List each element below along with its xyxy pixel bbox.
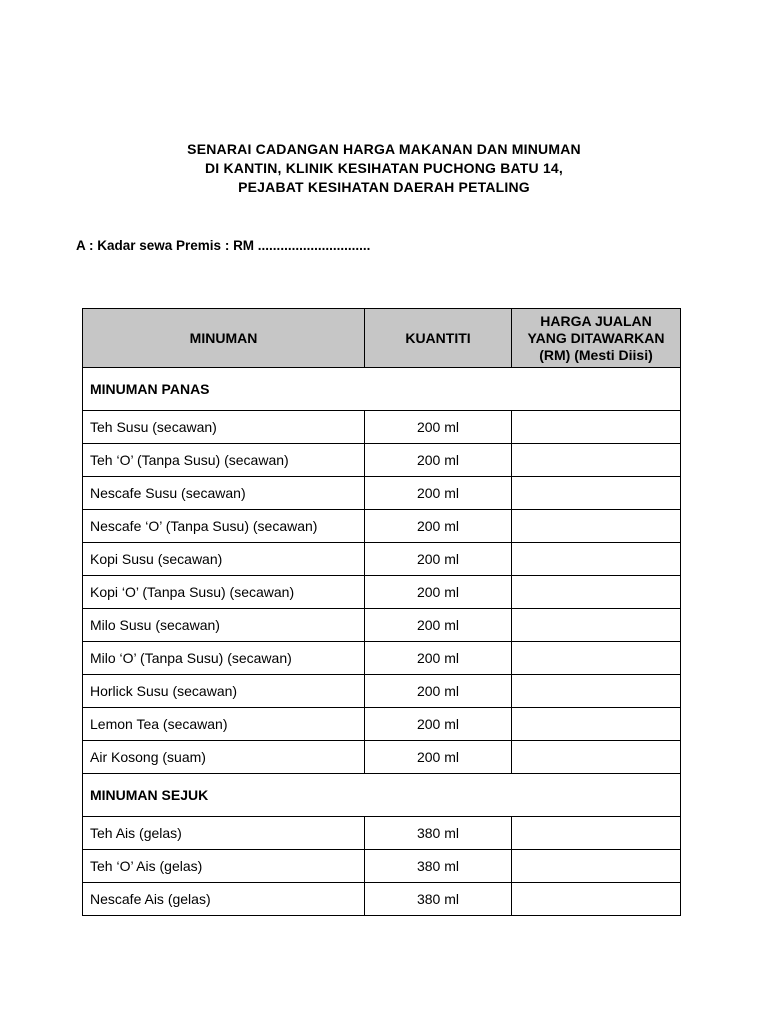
item-price-cell[interactable] (512, 850, 681, 883)
item-name: Milo ‘O’ (Tanpa Susu) (secawan) (83, 642, 365, 675)
item-name: Air Kosong (suam) (83, 741, 365, 774)
item-quantity: 200 ml (365, 741, 512, 774)
item-price-cell[interactable] (512, 883, 681, 916)
header-harga-line-3: (RM) (Mesti Diisi) (539, 346, 653, 363)
item-name: Nescafe Ais (gelas) (83, 883, 365, 916)
document-title (0, 140, 768, 197)
item-quantity: 380 ml (365, 883, 512, 916)
item-price-cell[interactable] (512, 576, 681, 609)
table-row (83, 477, 681, 510)
item-quantity: 200 ml (365, 444, 512, 477)
table-row (83, 675, 681, 708)
table-row (83, 543, 681, 576)
item-quantity: 200 ml (365, 675, 512, 708)
item-quantity: 200 ml (365, 642, 512, 675)
rent-line: A : Kadar sewa Premis : RM .............................. (76, 238, 371, 253)
table-row (83, 883, 681, 916)
item-price-cell[interactable] (512, 444, 681, 477)
item-price-cell[interactable] (512, 543, 681, 576)
table-row (83, 817, 681, 850)
section-title: MINUMAN PANAS (83, 368, 681, 411)
item-quantity: 380 ml (365, 817, 512, 850)
item-name: Teh Ais (gelas) (83, 817, 365, 850)
item-name: Kopi Susu (secawan) (83, 543, 365, 576)
item-price-cell[interactable] (512, 609, 681, 642)
item-name: Teh ‘O’ Ais (gelas) (83, 850, 365, 883)
table-row (83, 510, 681, 543)
item-quantity: 200 ml (365, 708, 512, 741)
table-row (83, 609, 681, 642)
header-minuman: MINUMAN (83, 309, 365, 368)
item-price-cell[interactable] (512, 510, 681, 543)
table-row (83, 741, 681, 774)
header-harga-line-1: HARGA JUALAN (540, 312, 652, 329)
item-quantity: 200 ml (365, 609, 512, 642)
item-name: Kopi ‘O’ (Tanpa Susu) (secawan) (83, 576, 365, 609)
item-price-cell[interactable] (512, 817, 681, 850)
item-quantity: 200 ml (365, 411, 512, 444)
item-quantity: 200 ml (365, 543, 512, 576)
table-row (83, 444, 681, 477)
table-row (83, 411, 681, 444)
header-harga-jualan (512, 309, 681, 368)
table-row (83, 576, 681, 609)
item-name: Teh ‘O’ (Tanpa Susu) (secawan) (83, 444, 365, 477)
item-price-cell[interactable] (512, 477, 681, 510)
section-row (83, 774, 681, 817)
item-name: Lemon Tea (secawan) (83, 708, 365, 741)
table-header-row (83, 309, 681, 368)
item-name: Nescafe Susu (secawan) (83, 477, 365, 510)
table-row (83, 708, 681, 741)
price-table (82, 308, 681, 916)
item-price-cell[interactable] (512, 642, 681, 675)
item-name: Horlick Susu (secawan) (83, 675, 365, 708)
item-price-cell[interactable] (512, 675, 681, 708)
item-name: Milo Susu (secawan) (83, 609, 365, 642)
section-title: MINUMAN SEJUK (83, 774, 681, 817)
item-name: Nescafe ‘O’ (Tanpa Susu) (secawan) (83, 510, 365, 543)
section-row (83, 368, 681, 411)
item-price-cell[interactable] (512, 741, 681, 774)
table-row (83, 642, 681, 675)
table-row (83, 850, 681, 883)
item-price-cell[interactable] (512, 411, 681, 444)
item-name: Teh Susu (secawan) (83, 411, 365, 444)
item-price-cell[interactable] (512, 708, 681, 741)
title-line-1: SENARAI CADANGAN HARGA MAKANAN DAN MINUMAN (187, 141, 581, 157)
item-quantity: 380 ml (365, 850, 512, 883)
header-kuantiti: KUANTITI (365, 309, 512, 368)
item-quantity: 200 ml (365, 510, 512, 543)
header-harga-line-2: YANG DITAWARKAN (527, 329, 665, 346)
title-line-3: PEJABAT KESIHATAN DAERAH PETALING (238, 179, 530, 195)
item-quantity: 200 ml (365, 576, 512, 609)
title-line-2: DI KANTIN, KLINIK KESIHATAN PUCHONG BATU 14, (204, 160, 564, 176)
item-quantity: 200 ml (365, 477, 512, 510)
